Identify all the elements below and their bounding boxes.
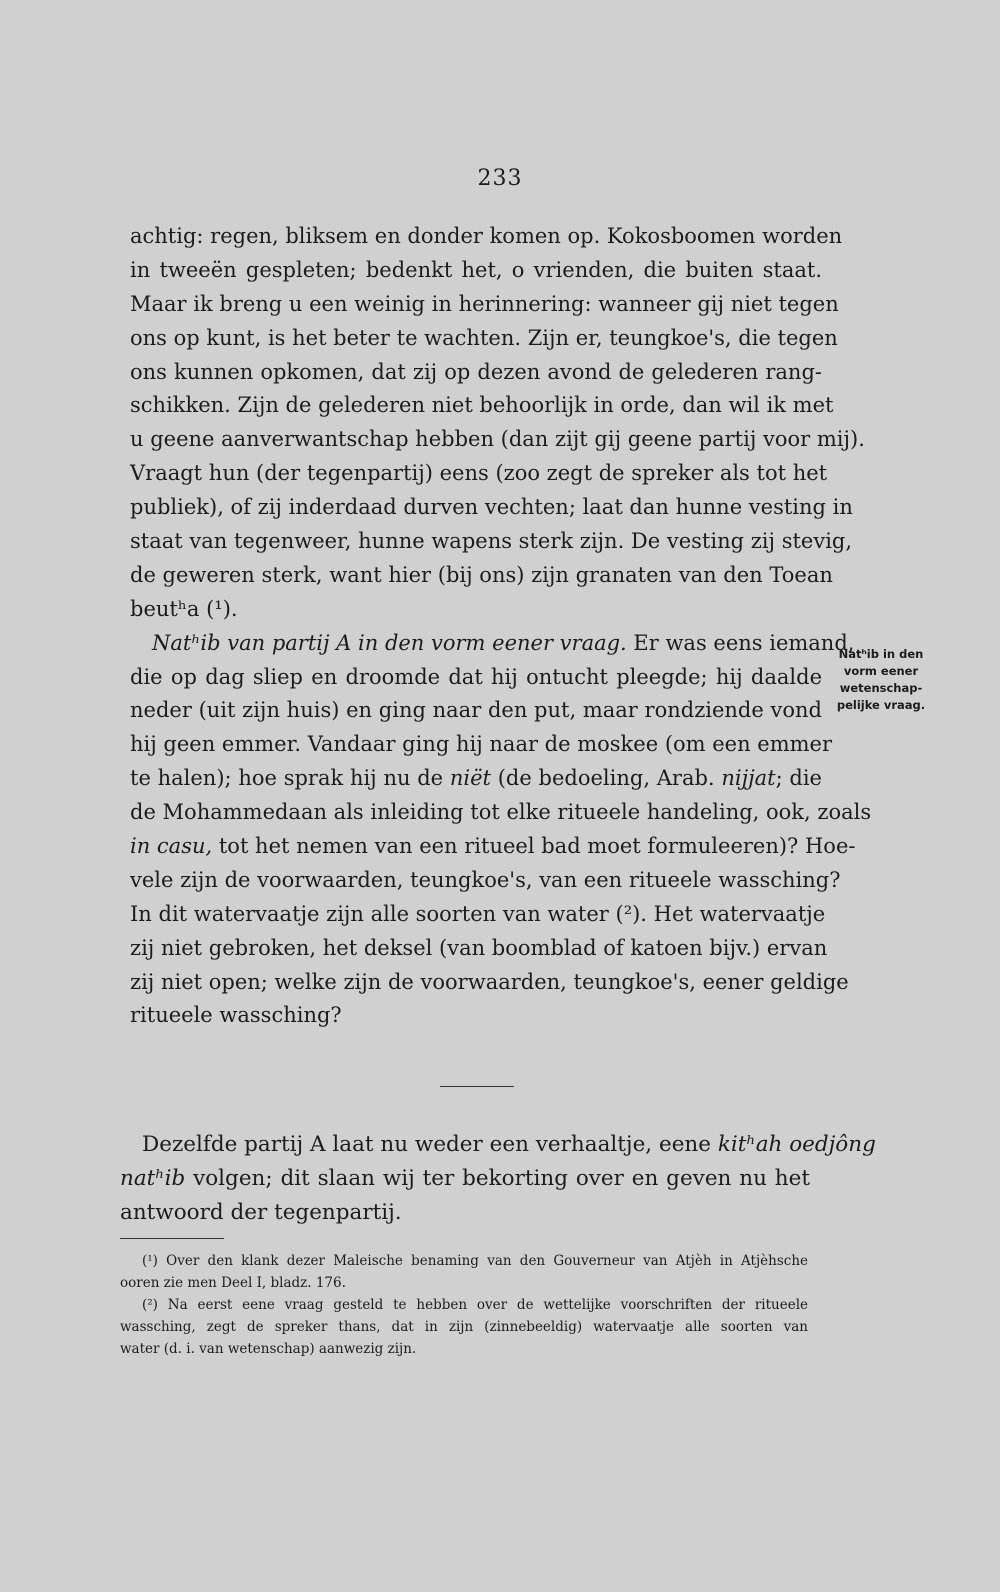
margin-note <box>826 646 936 714</box>
italic-term: nijjat <box>721 766 776 791</box>
text-span: Er was eens iemand, <box>626 630 855 655</box>
text-span: (de bedoeling, Arab. <box>490 766 722 791</box>
italic-term: natʰib <box>120 1166 186 1191</box>
italic-term: kitʰah oedjông <box>717 1132 876 1157</box>
text-line <box>130 830 856 864</box>
text-line: schikken. Zijn de gelederen niet behoorlijk in orde, dan wil ik met <box>130 393 834 418</box>
footnote-line: (²) Na eerst eene vraag gesteld te hebben over de wettelijke voorschriften der ritueele <box>142 1297 808 1313</box>
section-first-line <box>130 627 855 661</box>
margin-note-line: wetenschap- <box>839 681 923 695</box>
main-text <box>130 220 872 1033</box>
margin-note-line: vorm eener <box>843 664 919 678</box>
footnote-line: water (d. i. van wetenschap) aanwezig zijn. <box>120 1341 417 1357</box>
text-line: vele zijn de voorwaarden, teungkoe's, van een ritueele wassching? <box>130 867 841 892</box>
text-line: neder (uit zijn huis) en ging naar den put, maar rondziende vond <box>130 698 822 723</box>
text-span: ; die <box>775 766 822 791</box>
footnote-line: wassching, zegt de spreker thans, dat in zijn (zinnebeeldig) watervaatje alle soorten van <box>120 1319 808 1335</box>
text-line: die op dag sliep en droomde dat hij ontucht pleegde; hij daalde <box>130 664 822 689</box>
italic-term: niët <box>449 766 491 791</box>
footnote-line: ooren zie men Deel I, bladz. 176. <box>120 1275 346 1291</box>
text-line: ritueele wassching? <box>130 1003 342 1028</box>
section-heading: Natʰib van partij A in den vorm eener vraag. <box>152 630 627 655</box>
text-line: in tweeën gespleten; bedenkt het, o vrienden, die buiten staat. <box>130 257 822 282</box>
text-line: zij niet gebroken, het deksel (van boomblad of katoen bijv.) ervan <box>130 935 828 960</box>
text-line: achtig: regen, bliksem en donder komen op. Kokosboomen worden <box>130 224 843 248</box>
text-line: beutʰa (¹). <box>130 596 238 621</box>
text-line: Vraagt hun (der tegenpartij) eens (zoo zegt de spreker als tot het <box>130 461 828 486</box>
text-span: Dezelfde partij A laat nu weder een verhaaltje, eene <box>142 1132 718 1157</box>
text-line: staat van tegenweer, hunne wapens sterk zijn. De vesting zij stevig, <box>130 529 853 554</box>
text-line: de Mohammedaan als inleiding tot elke ritueele handeling, ook, zoals <box>130 800 872 825</box>
text-line <box>130 762 822 796</box>
text-line: zij niet open; welke zijn de voorwaarden, teungkoe's, eener geldige <box>130 969 849 994</box>
text-line: In dit watervaatje zijn alle soorten van water (²). Het watervaatje <box>130 901 826 926</box>
paragraph-two <box>120 1128 876 1230</box>
text-span: volgen; dit slaan wij ter bekorting over en geven nu het <box>185 1166 810 1191</box>
italic-term: in casu, <box>130 834 213 859</box>
text-line: antwoord der tegenpartij. <box>120 1200 402 1225</box>
text-line: de geweren sterk, want hier (bij ons) zijn granaten van den Toean <box>130 562 833 587</box>
text-line <box>120 1162 810 1196</box>
text-line: publiek), of zij inderdaad durven vechten; laat dan hunne vesting in <box>130 495 853 520</box>
section-divider <box>440 1086 514 1087</box>
footnotes <box>120 1250 808 1360</box>
text-line: Maar ik breng u een weinig in herinnering: wanneer gij niet tegen <box>130 291 839 316</box>
text-line: hij geen emmer. Vandaar ging hij naar de moskee (om een emmer <box>130 732 833 757</box>
margin-note-line: Natʰib in den <box>838 647 924 661</box>
text-span: tot het nemen van een ritueel bad moet formuleeren)? Hoe- <box>212 834 856 859</box>
text-line: u geene aanverwantschap hebben (dan zijt gij geene partij voor mij). <box>130 427 865 452</box>
text-span: te halen); hoe sprak hij nu de <box>130 766 450 791</box>
page-number: 233 <box>477 166 523 191</box>
margin-note-line: pelijke vraag. <box>836 698 926 712</box>
text-line <box>120 1128 876 1162</box>
footnote-divider <box>120 1238 224 1239</box>
text-line: ons kunnen opkomen, dat zij op dezen avond de gelederen rang- <box>130 359 822 384</box>
text-line: ons op kunt, is het beter te wachten. Zijn er, teungkoe's, die tegen <box>130 325 838 350</box>
footnote-line: (¹) Over den klank dezer Maleische benaming van den Gouverneur van Atjèh in Atjèhsche <box>142 1253 808 1269</box>
